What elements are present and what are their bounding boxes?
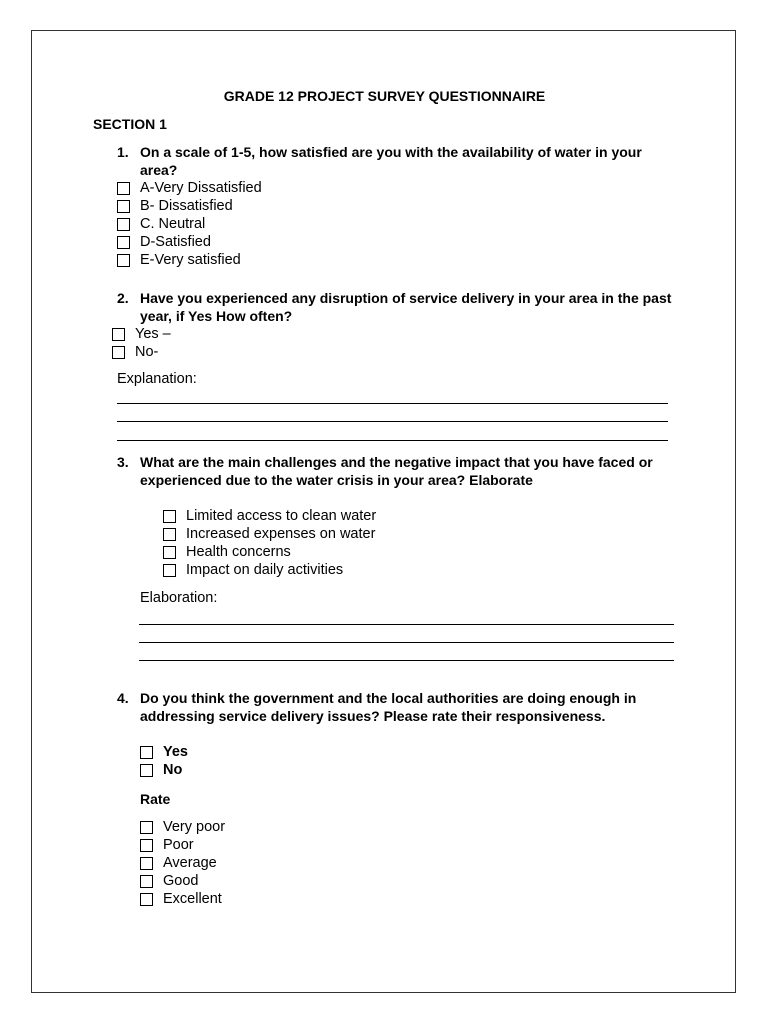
explanation-line-1[interactable]	[117, 403, 668, 404]
checkbox[interactable]	[117, 200, 130, 213]
option-label: Yes –	[135, 326, 171, 342]
section-heading: SECTION 1	[93, 116, 167, 132]
question-4	[117, 689, 697, 743]
question-2	[117, 289, 697, 325]
option-label: D-Satisfied	[140, 234, 211, 250]
option-label: A-Very Dissatisfied	[140, 180, 262, 196]
checkbox[interactable]	[140, 821, 153, 834]
q4-option-yes[interactable]	[140, 743, 188, 761]
checkbox[interactable]	[163, 564, 176, 577]
q2-option-no[interactable]	[112, 343, 171, 361]
checkbox[interactable]	[140, 857, 153, 870]
option-label: C. Neutral	[140, 216, 206, 232]
rate-option-average[interactable]	[140, 854, 225, 872]
question-1	[117, 143, 697, 179]
checkbox[interactable]	[163, 510, 176, 523]
q1-option-e[interactable]	[117, 251, 262, 269]
question-2-number: 2.	[117, 290, 129, 306]
option-label: Health concerns	[186, 544, 291, 560]
question-2-options	[112, 325, 171, 361]
q1-option-b[interactable]	[117, 197, 262, 215]
q3-option-2[interactable]	[163, 525, 376, 543]
checkbox[interactable]	[163, 528, 176, 541]
checkbox[interactable]	[140, 893, 153, 906]
option-label: Excellent	[163, 891, 222, 907]
option-label: Poor	[163, 837, 194, 853]
rate-option-very-poor[interactable]	[140, 818, 225, 836]
question-3	[117, 453, 697, 489]
elaboration-line-1[interactable]	[139, 624, 674, 625]
rate-option-poor[interactable]	[140, 836, 225, 854]
q1-option-a[interactable]	[117, 179, 262, 197]
question-3-options	[163, 507, 376, 579]
option-label: No	[163, 762, 183, 778]
question-3-text: What are the main challenges and the negative impact that you have faced or experienced due to the water crisis in your area? Elaborate	[140, 454, 653, 488]
checkbox[interactable]	[163, 546, 176, 559]
checkbox[interactable]	[117, 182, 130, 195]
checkbox[interactable]	[112, 328, 125, 341]
explanation-line-2[interactable]	[117, 421, 668, 422]
question-2-text: Have you experienced any disruption of service delivery in your area in the past year, if Yes How often?	[140, 290, 672, 324]
q3-option-1[interactable]	[163, 507, 376, 525]
checkbox[interactable]	[140, 875, 153, 888]
document-page	[31, 30, 736, 993]
rate-option-excellent[interactable]	[140, 890, 225, 908]
checkbox[interactable]	[117, 236, 130, 249]
q1-option-c[interactable]	[117, 215, 262, 233]
elaboration-line-2[interactable]	[139, 642, 674, 643]
q4-option-no[interactable]	[140, 761, 188, 779]
option-label: Very poor	[163, 819, 226, 835]
checkbox[interactable]	[140, 746, 153, 759]
rate-option-good[interactable]	[140, 872, 225, 890]
question-1-text: On a scale of 1-5, how satisfied are you with the availability of water in your area?	[140, 144, 642, 178]
question-1-options	[117, 179, 262, 269]
checkbox[interactable]	[117, 218, 130, 231]
q2-option-yes[interactable]	[112, 325, 171, 343]
checkbox[interactable]	[112, 346, 125, 359]
question-1-number: 1.	[117, 144, 129, 160]
elaboration-line-3[interactable]	[139, 660, 674, 661]
checkbox[interactable]	[140, 764, 153, 777]
question-4-text: Do you think the government and the local authorities are doing enough in addressing service delivery issues? Please rate their responsiveness.	[140, 690, 637, 724]
q1-option-d[interactable]	[117, 233, 262, 251]
q3-option-4[interactable]	[163, 561, 376, 579]
explanation-line-3[interactable]	[117, 440, 668, 441]
question-4-number: 4.	[117, 690, 129, 706]
option-label: Increased expenses on water	[186, 526, 376, 542]
option-label: E-Very satisfied	[140, 252, 241, 268]
checkbox[interactable]	[117, 254, 130, 267]
page-title: GRADE 12 PROJECT SURVEY QUESTIONNAIRE	[223, 88, 546, 104]
option-label: B- Dissatisfied	[140, 198, 233, 214]
rate-options	[140, 818, 225, 908]
question-4-options	[140, 743, 188, 779]
question-3-number: 3.	[117, 454, 129, 470]
option-label: Yes	[163, 744, 188, 760]
option-label: Good	[163, 873, 199, 889]
option-label: No-	[135, 344, 159, 360]
option-label: Average	[163, 855, 217, 871]
rate-label: Rate	[140, 791, 171, 807]
checkbox[interactable]	[140, 839, 153, 852]
explanation-label: Explanation:	[117, 371, 197, 387]
option-label: Impact on daily activities	[186, 562, 344, 578]
q3-option-3[interactable]	[163, 543, 376, 561]
option-label: Limited access to clean water	[186, 508, 377, 524]
elaboration-label: Elaboration:	[140, 590, 218, 606]
